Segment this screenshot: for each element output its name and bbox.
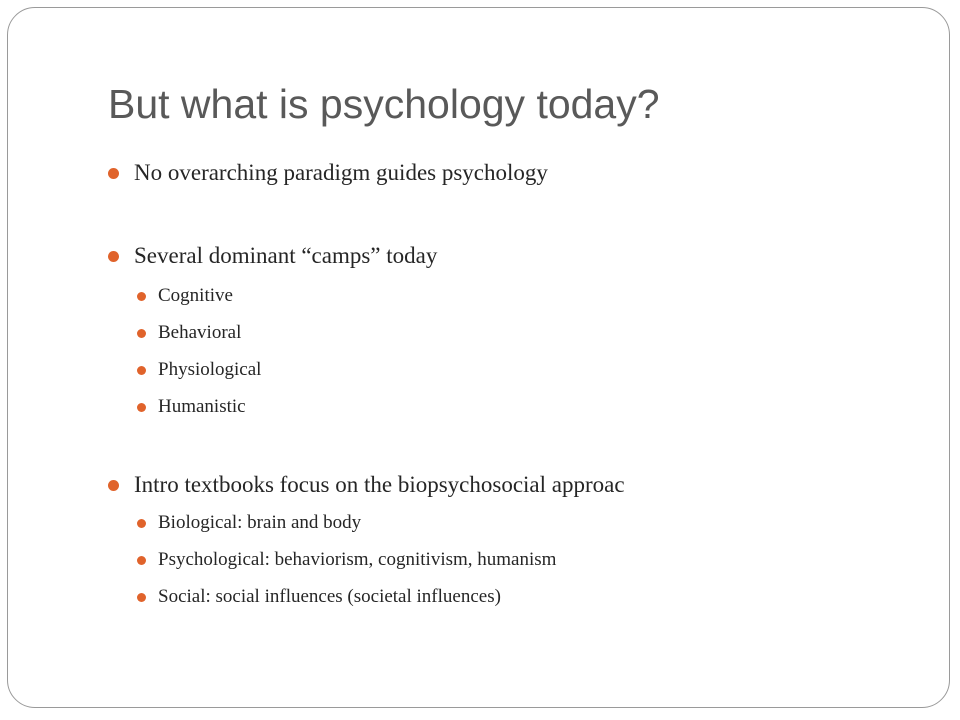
slide-title: But what is psychology today? xyxy=(108,81,660,127)
sub-bullet-item xyxy=(137,586,501,608)
bullet-dot-icon xyxy=(108,480,119,491)
bullet-dot-icon xyxy=(137,292,146,301)
bullet-text: Physiological xyxy=(158,359,262,380)
bullet-item xyxy=(108,243,437,269)
bullet-text: Cognitive xyxy=(158,285,233,306)
bullet-item xyxy=(108,160,548,186)
bullet-text: Several dominant “camps” today xyxy=(134,243,438,268)
sub-bullet-item xyxy=(137,359,261,381)
bullet-text: No overarching paradigm guides psychology xyxy=(134,160,548,185)
bullet-text: Biological: brain and body xyxy=(158,512,362,533)
bullet-dot-icon xyxy=(137,556,146,565)
sub-bullet-item xyxy=(137,285,233,307)
bullet-text: Psychological: behaviorism, cognitivism, humanism xyxy=(158,549,557,570)
sub-bullet-item xyxy=(137,512,361,534)
sub-bullet-item xyxy=(137,549,556,571)
bullet-text: Social: social influences (societal influences) xyxy=(158,586,501,607)
bullet-text: Intro textbooks focus on the biopsychosocial approac xyxy=(134,472,625,497)
sub-bullet-item xyxy=(137,322,241,344)
bullet-text: Behavioral xyxy=(158,322,242,343)
bullet-text: Humanistic xyxy=(158,396,246,417)
bullet-dot-icon xyxy=(137,366,146,375)
bullet-dot-icon xyxy=(137,593,146,602)
bullet-dot-icon xyxy=(108,168,119,179)
bullet-dot-icon xyxy=(137,329,146,338)
bullet-item xyxy=(108,472,625,498)
bullet-dot-icon xyxy=(137,403,146,412)
sub-bullet-item xyxy=(137,396,246,418)
bullet-dot-icon xyxy=(137,519,146,528)
bullet-dot-icon xyxy=(108,251,119,262)
